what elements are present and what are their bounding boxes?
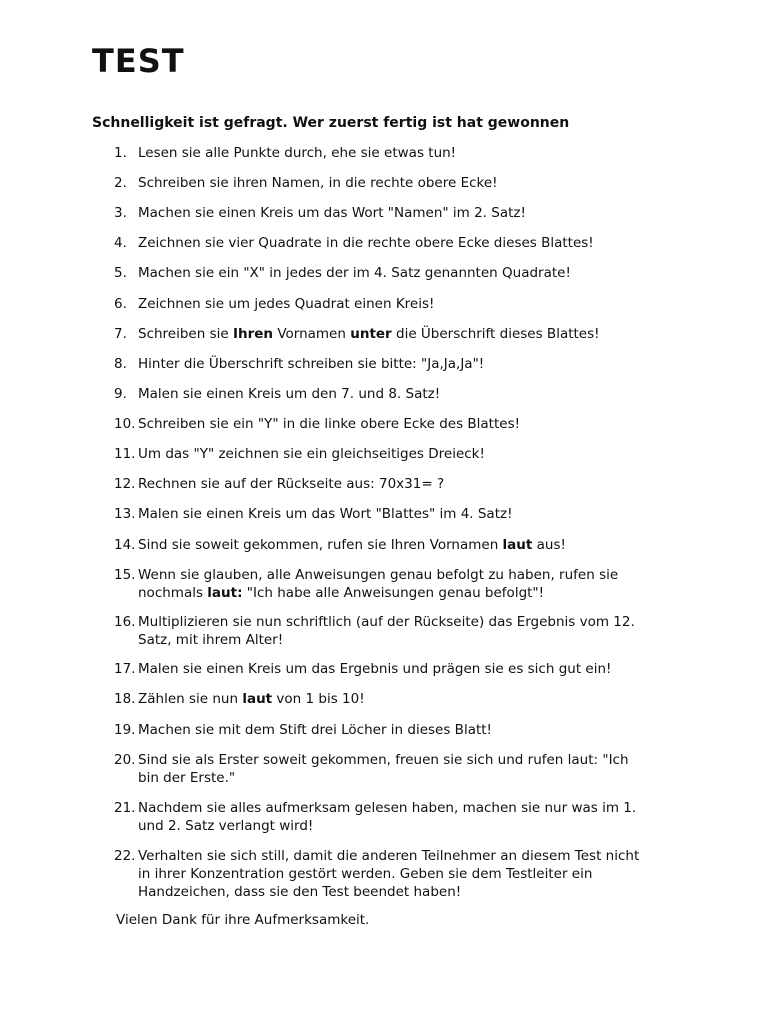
instruction-line (138, 475, 678, 493)
instruction-segment: Malen sie einen Kreis um das Ergebnis und prägen sie es sich gut ein! (138, 661, 612, 677)
instruction-text (138, 355, 678, 373)
instruction-line (138, 631, 678, 649)
instruction-text (138, 204, 678, 222)
instruction-number: 10. (114, 416, 136, 432)
instruction-line (138, 865, 678, 883)
instruction-line (138, 385, 678, 403)
emphasis-text: laut: (207, 585, 243, 601)
instruction-line (138, 234, 678, 252)
closing-text: Vielen Dank für ihre Aufmerksamkeit. (116, 912, 370, 928)
instruction-number: 9. (114, 386, 127, 402)
instruction-number: 17. (114, 661, 136, 677)
instruction-line (138, 660, 678, 678)
instruction-line (138, 883, 678, 901)
instruction-text (138, 325, 678, 343)
instruction-segment: Machen sie ein "X" in jedes der im 4. Satz genannten Quadrate! (138, 265, 571, 281)
instruction-text (138, 751, 678, 787)
instruction-number: 11. (114, 446, 136, 462)
emphasis-text: unter (350, 326, 392, 342)
instruction-number: 16. (114, 614, 136, 630)
instruction-text (138, 690, 678, 708)
instruction-line (138, 584, 678, 602)
instruction-segment: und 2. Satz verlangt wird! (138, 818, 314, 834)
instruction-line (138, 295, 678, 313)
instruction-segment: Nachdem sie alles aufmerksam gelesen haben, machen sie nur was im 1. (138, 800, 637, 816)
emphasis-text: laut (502, 537, 533, 553)
instruction-segment: Schreiben sie ihren Namen, in die rechte obere Ecke! (138, 175, 498, 191)
page-title: TEST (92, 42, 185, 80)
instruction-text (138, 536, 678, 554)
instruction-segment: Zählen sie nun (138, 691, 243, 707)
instruction-segment: Rechnen sie auf der Rückseite aus: 70x31= ? (138, 476, 445, 492)
instruction-text (138, 566, 678, 602)
instruction-segment: die Überschrift dieses Blattes! (391, 326, 600, 342)
emphasis-text: Ihren (232, 326, 274, 342)
instruction-line (138, 769, 678, 787)
instruction-number: 15. (114, 567, 136, 583)
instruction-line (138, 144, 678, 162)
instruction-line (138, 536, 678, 554)
instruction-line (138, 415, 678, 433)
instruction-number: 19. (114, 722, 136, 738)
instruction-number: 12. (114, 476, 136, 492)
instruction-text (138, 234, 678, 252)
instruction-text (138, 385, 678, 403)
instruction-text (138, 721, 678, 739)
instruction-segment: Malen sie einen Kreis um das Wort "Blattes" im 4. Satz! (138, 506, 513, 522)
instruction-segment: Lesen sie alle Punkte durch, ehe sie etwas tun! (138, 145, 457, 161)
instruction-text (138, 264, 678, 282)
instruction-line (138, 445, 678, 463)
instruction-line (138, 751, 678, 769)
instruction-line (138, 817, 678, 835)
instruction-segment: Hinter die Überschrift schreiben sie bitte: "Ja,Ja,Ja"! (138, 356, 485, 372)
instruction-text (138, 174, 678, 192)
instruction-line (138, 204, 678, 222)
emphasis-text: laut (242, 691, 273, 707)
instruction-number: 13. (114, 506, 136, 522)
instruction-number: 3. (114, 205, 127, 221)
instruction-number: 20. (114, 752, 136, 768)
instruction-number: 21. (114, 800, 136, 816)
instruction-segment: Verhalten sie sich still, damit die anderen Teilnehmer an diesem Test nicht (138, 848, 640, 864)
instruction-number: 14. (114, 537, 136, 553)
instruction-text (138, 144, 678, 162)
instruction-segment: Schreiben sie (138, 326, 233, 342)
instruction-number: 8. (114, 356, 127, 372)
instruction-text (138, 505, 678, 523)
instruction-segment: aus! (532, 537, 566, 553)
instruction-text (138, 445, 678, 463)
instruction-segment: "Ich habe alle Anweisungen genau befolgt"! (242, 585, 545, 601)
instruction-line (138, 721, 678, 739)
instruction-number: 1. (114, 145, 127, 161)
instruction-line (138, 690, 678, 708)
instruction-text (138, 613, 678, 649)
instruction-segment: Schreiben sie ein "Y" in die linke obere Ecke des Blattes! (138, 416, 521, 432)
instruction-line (138, 613, 678, 631)
instruction-text (138, 799, 678, 835)
instruction-segment: Sind sie als Erster soweit gekommen, freuen sie sich und rufen laut: "Ich (138, 752, 629, 768)
instruction-segment: Zeichnen sie um jedes Quadrat einen Kreis! (138, 296, 435, 312)
instruction-segment: Machen sie mit dem Stift drei Löcher in dieses Blatt! (138, 722, 492, 738)
instruction-line (138, 264, 678, 282)
instruction-line (138, 799, 678, 817)
instruction-number: 5. (114, 265, 127, 281)
page-subtitle: Schnelligkeit ist gefragt. Wer zuerst fertig ist hat gewonnen (92, 115, 570, 131)
instruction-number: 7. (114, 326, 127, 342)
instruction-number: 22. (114, 848, 136, 864)
instruction-line (138, 174, 678, 192)
instruction-segment: Um das "Y" zeichnen sie ein gleichseitiges Dreieck! (138, 446, 485, 462)
instruction-segment: Handzeichen, dass sie den Test beendet haben! (138, 884, 462, 900)
instruction-segment: Satz, mit ihrem Alter! (138, 632, 284, 648)
instruction-text (138, 295, 678, 313)
instruction-segment: Sind sie soweit gekommen, rufen sie Ihren Vornamen (138, 537, 503, 553)
instruction-line (138, 505, 678, 523)
instruction-segment: Wenn sie glauben, alle Anweisungen genau befolgt zu haben, rufen sie (138, 567, 619, 583)
instruction-segment: nochmals (138, 585, 208, 601)
instruction-segment: in ihrer Konzentration gestört werden. Geben sie dem Testleiter ein (138, 866, 593, 882)
instruction-segment: bin der Erste." (138, 770, 236, 786)
instruction-segment: Malen sie einen Kreis um den 7. und 8. Satz! (138, 386, 441, 402)
instruction-segment: von 1 bis 10! (272, 691, 365, 707)
instruction-segment: Machen sie einen Kreis um das Wort "Namen" im 2. Satz! (138, 205, 526, 221)
instruction-segment: Vornamen (273, 326, 351, 342)
instruction-text (138, 415, 678, 433)
instruction-text (138, 660, 678, 678)
instruction-number: 6. (114, 296, 127, 312)
instruction-text (138, 475, 678, 493)
instruction-segment: Zeichnen sie vier Quadrate in die rechte obere Ecke dieses Blattes! (138, 235, 594, 251)
instruction-segment: Multiplizieren sie nun schriftlich (auf der Rückseite) das Ergebnis vom 12. (138, 614, 635, 630)
instruction-number: 4. (114, 235, 127, 251)
instruction-line (138, 847, 678, 865)
instruction-line (138, 355, 678, 373)
instruction-number: 18. (114, 691, 136, 707)
instruction-line (138, 325, 678, 343)
instruction-number: 2. (114, 175, 127, 191)
instruction-text (138, 847, 678, 901)
instruction-line (138, 566, 678, 584)
